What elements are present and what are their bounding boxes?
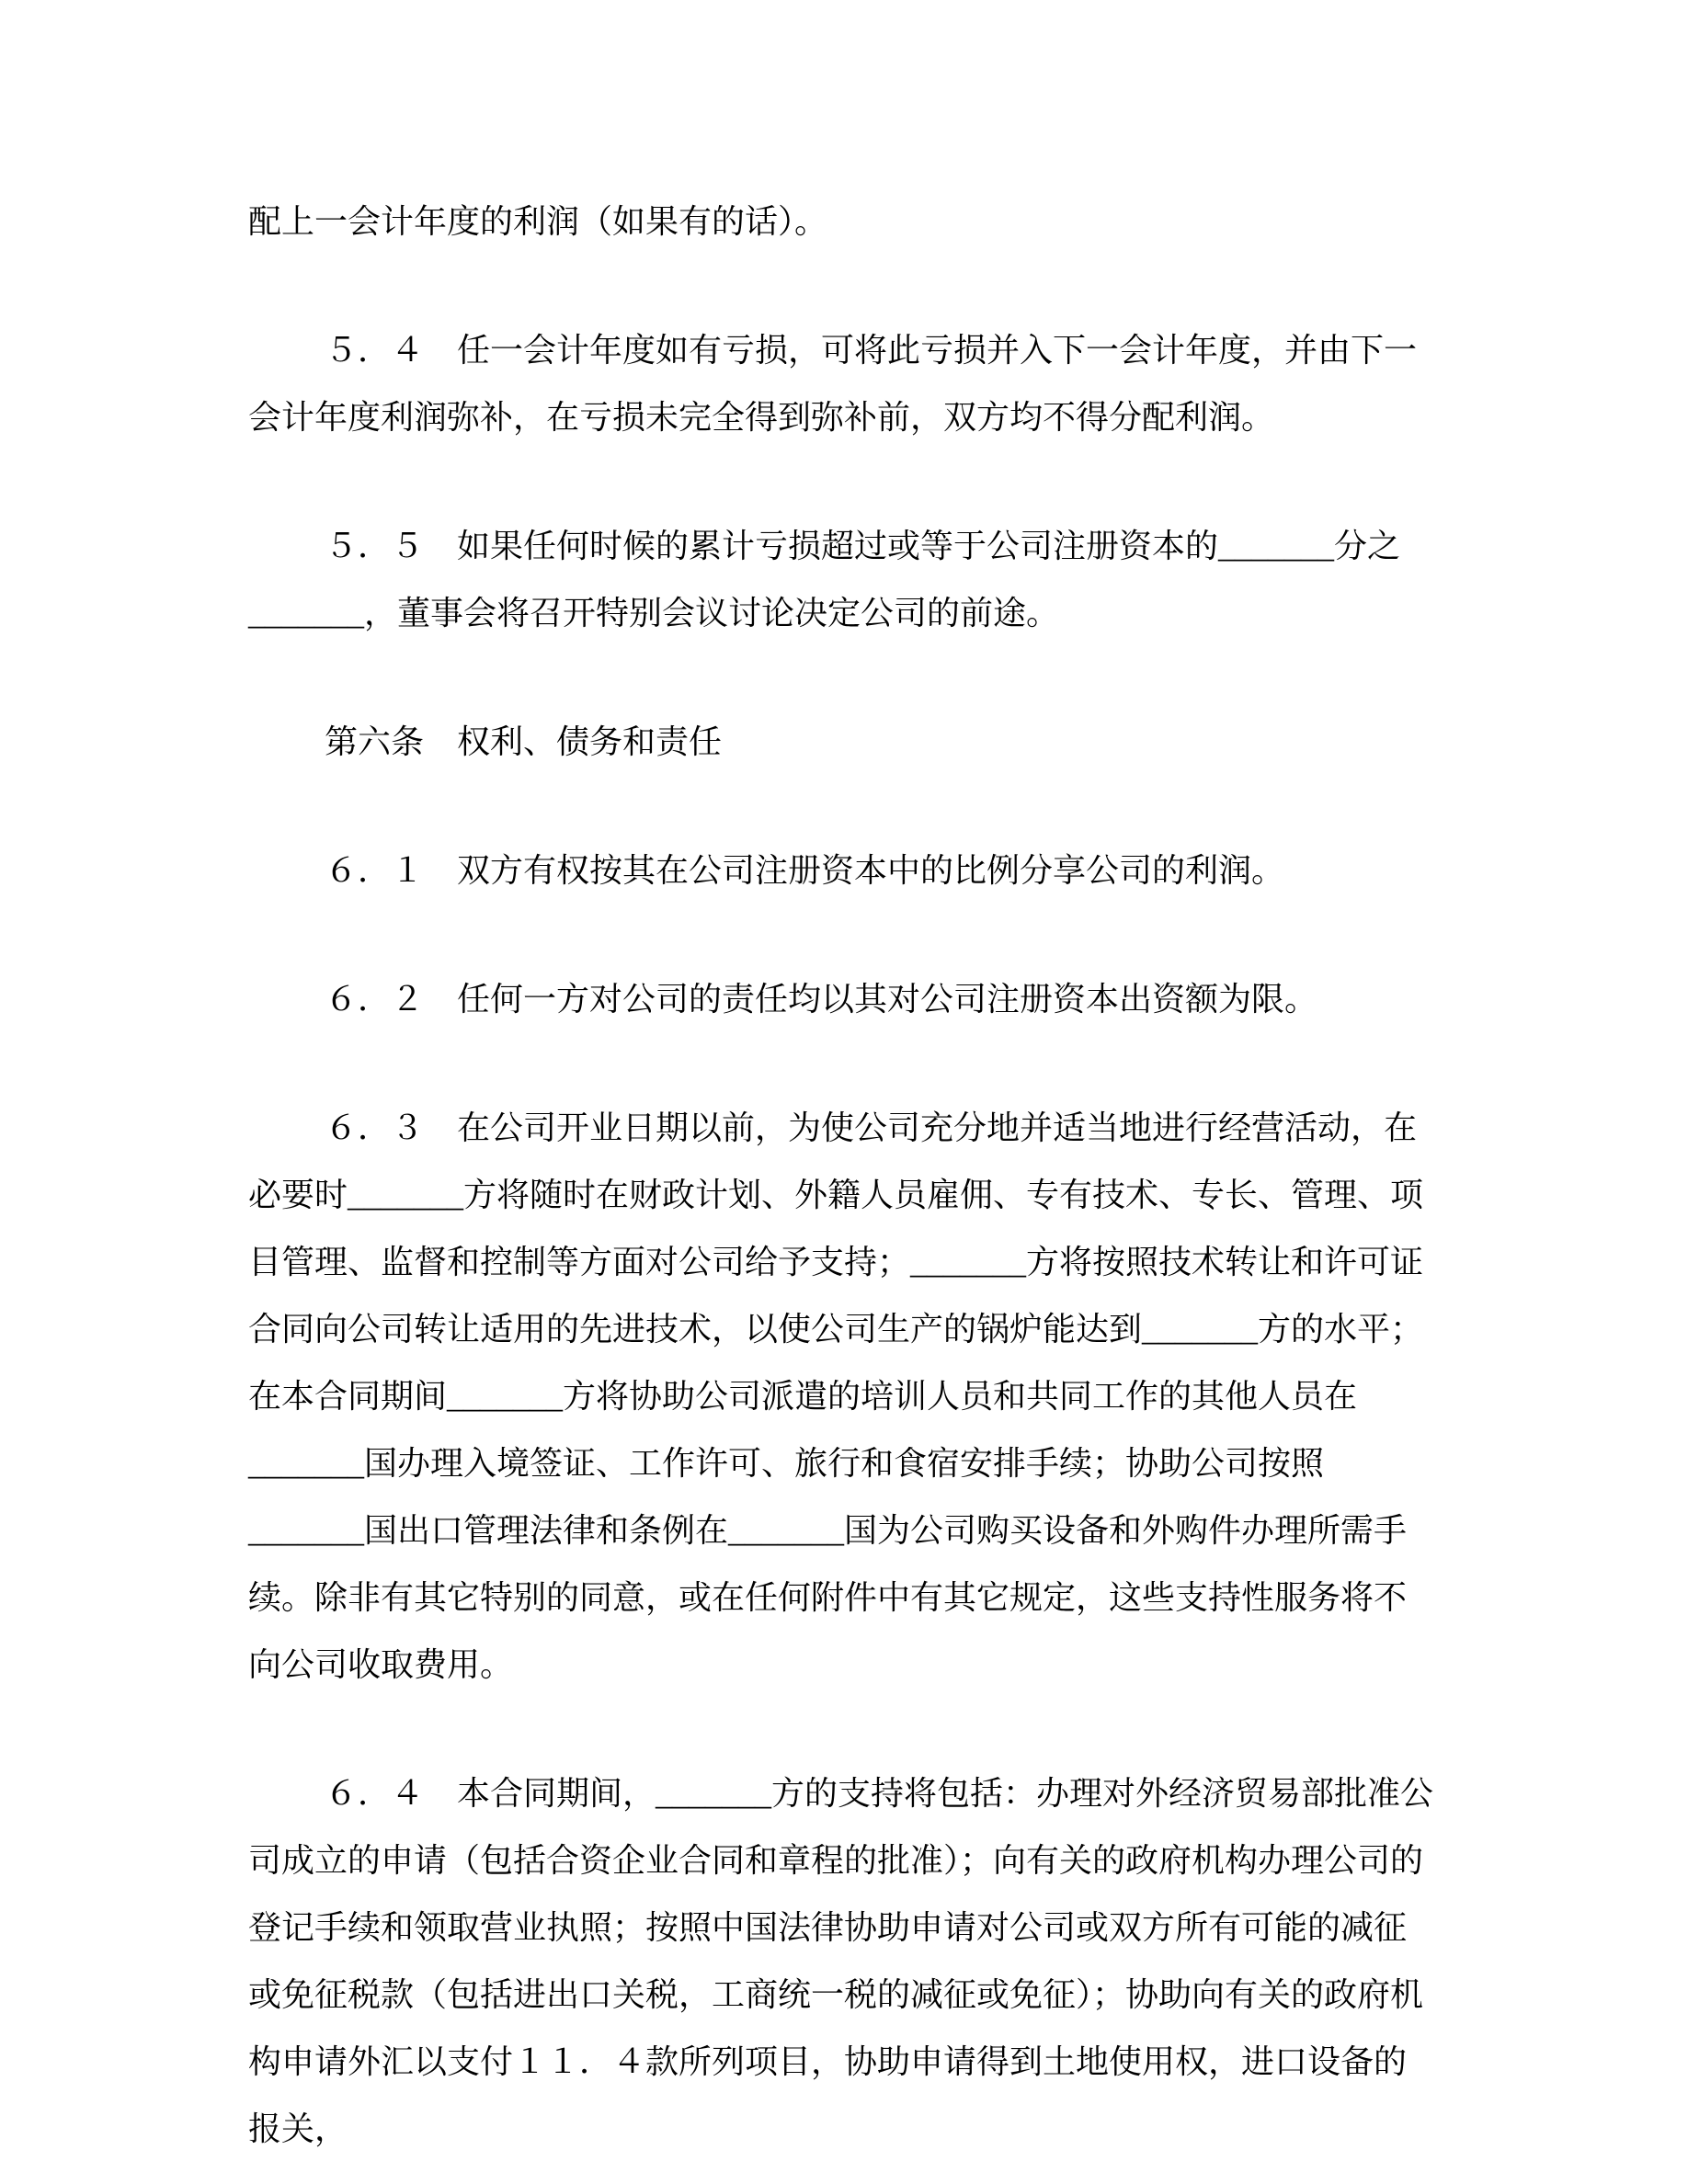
clause-5-5: ５．５ 如果任何时候的累计亏损超过或等于公司注册资本的_______分之_______，董事会将召开特别会议讨论决定公司的前途。 (248, 528, 1401, 631)
clause-6-2: ６．２ 任何一方对公司的责任均以其对公司注册资本出资额为限。 (325, 981, 1318, 1018)
clause-6-4: ６．４ 本合同期间，_______方的支持将包括：办理对外经济贸易部批准公司成立的申请（包括合资企业合同和章程的批准）；向有关的政府机构办理公司的登记手续和领取营业执照；按照中国法律协助申请对公司或双方所有可能的减征或免征税款（包括进出口关税，工商统一税的减征或免征）；协助向有关的政府机构申请外汇以支付１１．４款所列项目，协助申请得到土地使用权，进口设备的报关， (248, 1775, 1434, 2147)
clause-5-4: ５．４ 任一会计年度如有亏损，可将此亏损并入下一会计年度，并由下一会计年度利润弥补，在亏损未完全得到弥补前，双方均不得分配利润。 (248, 332, 1418, 436)
article-6-heading: 第六条 权利、债务和责任 (325, 723, 723, 760)
clause-6-3: ６．３ 在公司开业日期以前，为使公司充分地并适当地进行经营活动，在必要时_______方将随时在财政计划、外籍人员雇佣、专有技术、专长、管理、项目管理、监督和控制等方面对公司给予支持；_______方将按照技术转让和许可证合同向公司转让适用的先进技术，以使公司生产的锅炉能达到_______方的水平；在本合同期间_______方将协助公司派遣的培训人员和共同工作的其他人员在_______国办理入境签证、工作许可、旅行和食宿安排手续；协助公司按照_______国出口管理法律和条例在_______国为公司购买设备和外购件办理所需手续。除非有其它特别的同意，或在任何附件中有其它规定，这些支持性服务将不向公司收取费用。 (248, 1109, 1424, 1683)
clause-6-1: ６．１ 双方有权按其在公司注册资本中的比例分享公司的利润。 (325, 852, 1285, 889)
clause-5-3-continuation: 配上一会计年度的利润（如果有的话）。 (248, 203, 828, 240)
